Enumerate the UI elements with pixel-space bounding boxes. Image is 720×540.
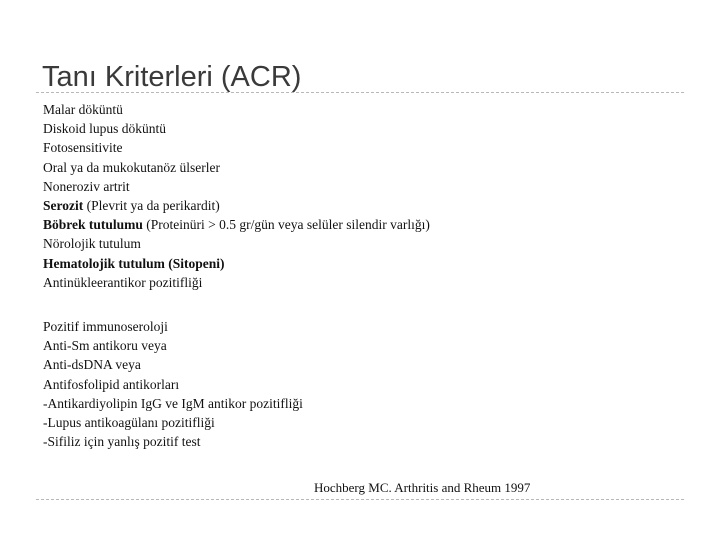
criteria-bold-text: Böbrek tutulumu	[43, 217, 143, 233]
criteria-item	[43, 177, 430, 196]
criteria-item	[43, 100, 430, 119]
immunology-item: Anti-Sm antikoru veya	[43, 338, 167, 354]
criteria-text: Oral ya da mukokutanöz ülserler	[43, 159, 220, 175]
criteria-list	[43, 100, 430, 292]
criteria-item	[43, 196, 430, 215]
criteria-item	[43, 138, 430, 157]
criteria-text: (Plevrit ya da perikardit)	[83, 198, 220, 214]
immunology-item: -Lupus antikoagülanı pozitifliği	[43, 415, 215, 431]
immunology-item: -Sifiliz için yanlış pozitif test	[43, 434, 201, 450]
criteria-bold-text: Serozit	[43, 198, 84, 214]
slide-title: Tanı Kriterleri (ACR)	[42, 61, 302, 93]
criteria-text: Diskoid lupus döküntü	[43, 121, 167, 137]
criteria-item	[43, 119, 430, 138]
criteria-item	[43, 215, 430, 234]
criteria-text: Fotosensitivite	[43, 140, 123, 156]
immunology-list	[43, 317, 303, 451]
criteria-item	[43, 234, 430, 253]
reference-citation: Hochberg MC. Arthritis and Rheum 1997	[314, 480, 531, 495]
immunology-item: Anti-dsDNA veya	[43, 357, 141, 373]
criteria-text: Malar döküntü	[43, 102, 123, 117]
criteria-text: Noneroziv artrit	[43, 178, 130, 194]
footer-divider	[36, 499, 684, 500]
criteria-text: Nörolojik tutulum	[43, 236, 141, 252]
criteria-item	[43, 158, 430, 177]
immunology-item: -Antikardiyolipin IgG ve IgM antikor pozitifliği	[43, 395, 303, 411]
criteria-text: (Proteinüri > 0.5 gr/gün veya selüler silendir varlığı)	[142, 217, 430, 233]
immunology-item: Antifosfolipid antikorları	[43, 376, 180, 392]
immunology-item: Pozitif immunoseroloji	[43, 319, 168, 334]
title-divider	[36, 92, 684, 93]
criteria-text: Antinükleerantikor pozitifliği	[43, 274, 203, 290]
criteria-item	[43, 254, 430, 273]
criteria-bold-text: Hematolojik tutulum (Sitopeni)	[43, 255, 225, 271]
criteria-item	[43, 273, 430, 292]
